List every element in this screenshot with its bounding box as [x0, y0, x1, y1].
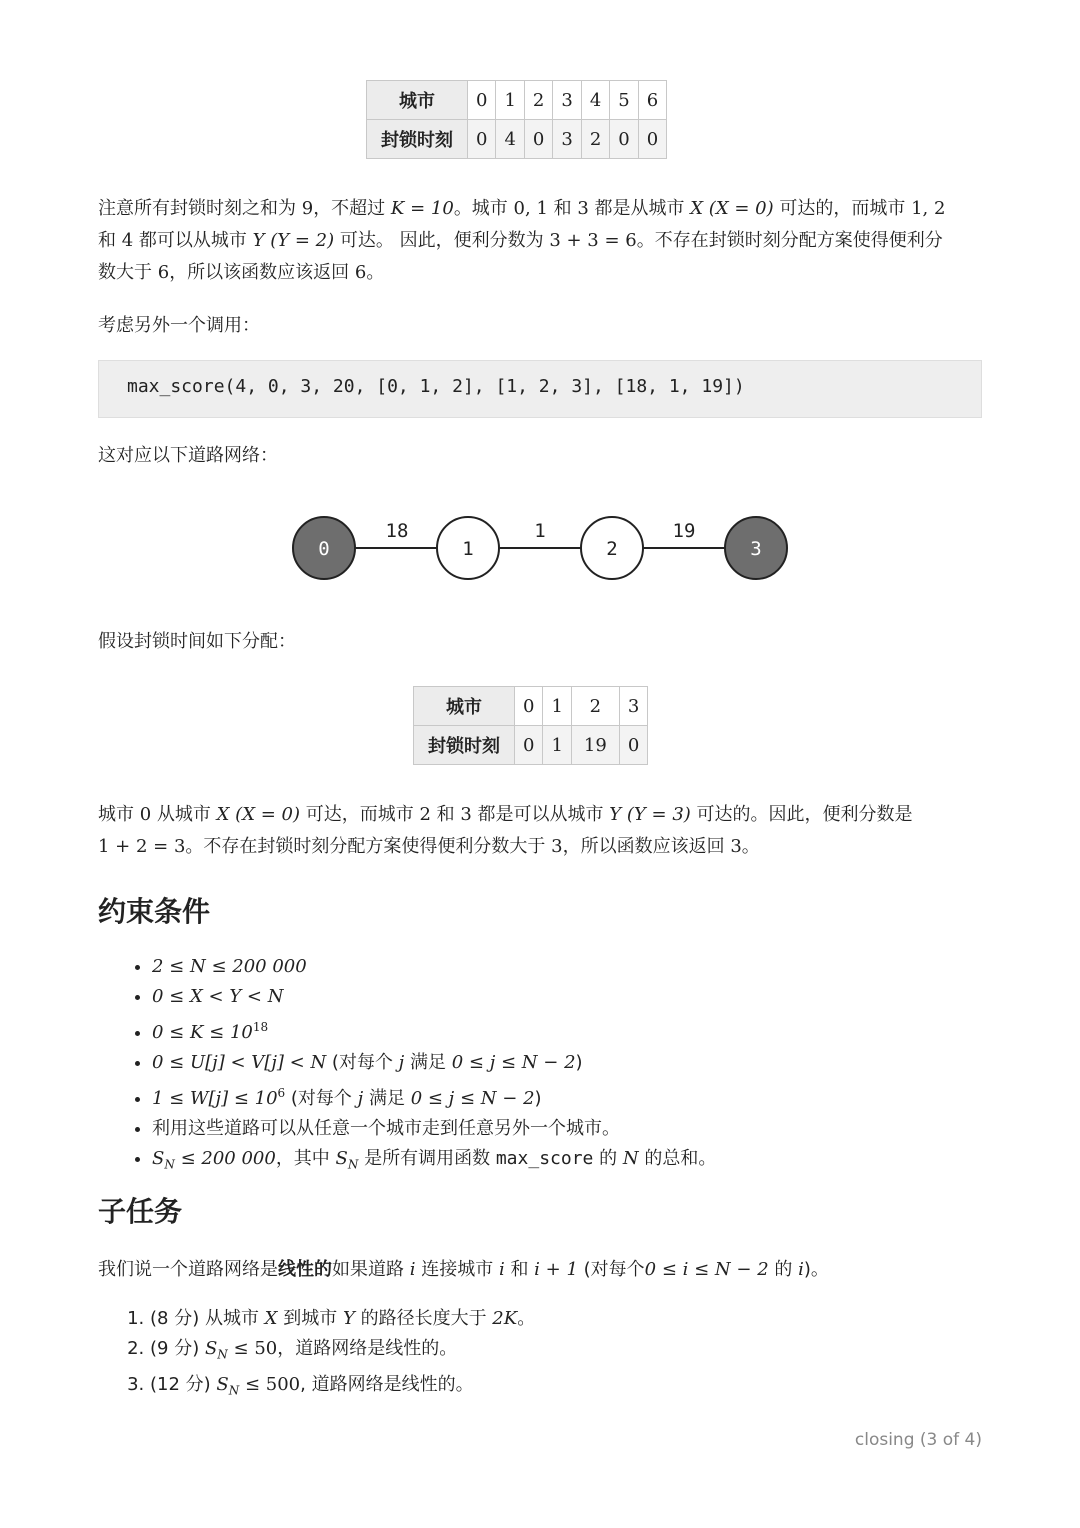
- table-row: [367, 81, 667, 120]
- text: 如果道路: [332, 1259, 410, 1280]
- text: 连接城市: [415, 1259, 499, 1280]
- table-cell: 2: [581, 120, 609, 159]
- math: X: [264, 1308, 278, 1329]
- math: 1 ≤ W[j] ≤ 10: [152, 1088, 278, 1109]
- math: i: [498, 1259, 505, 1280]
- math-exponent: 18: [252, 1020, 269, 1034]
- math: N: [622, 1148, 639, 1169]
- text: (9 分): [150, 1338, 205, 1359]
- math: 0: [139, 804, 152, 825]
- node-label: 3: [750, 538, 762, 560]
- text: (12 分): [150, 1373, 217, 1395]
- text: 和: [430, 804, 461, 825]
- math: X (X = 0): [216, 804, 301, 825]
- list-item: [152, 1114, 716, 1144]
- text: 满足: [404, 1052, 452, 1073]
- text: (8 分) 从城市: [150, 1308, 265, 1329]
- inline-code: max_score: [495, 1148, 594, 1169]
- math: 1 + 2 = 3: [98, 836, 186, 857]
- page-footer: closing (3 of 4): [854, 1430, 982, 1450]
- explanation-paragraph-2: [98, 799, 982, 863]
- code-text: max_score(4, 0, 3, 20, [0, 1, 2], [1, 2, 3], [18, 1, 19]): [127, 376, 745, 397]
- blocking-table-2: [413, 686, 648, 765]
- list-item: [150, 1334, 535, 1370]
- network-intro-text: 这对应以下道路网络：: [98, 445, 278, 466]
- text: 数大于: [98, 262, 158, 283]
- table-row: [367, 120, 667, 159]
- math-subscript: N: [217, 1347, 228, 1362]
- text: (对每个: [577, 1259, 645, 1280]
- text: 都是从城市: [588, 198, 691, 219]
- text: 和: [547, 198, 578, 219]
- text: 的: [593, 1148, 623, 1169]
- math: 0 ≤ j ≤ N − 2: [451, 1052, 576, 1073]
- text: 可达。 因此，便利分数为: [334, 230, 550, 251]
- table-row: [414, 726, 648, 765]
- text: 是所有调用函数: [358, 1148, 496, 1169]
- math: S: [335, 1148, 348, 1169]
- math: 9: [301, 198, 314, 219]
- node-label: 0: [318, 538, 330, 560]
- math: 3: [730, 836, 742, 857]
- list-item: [152, 982, 716, 1012]
- text: 可达的，而城市: [773, 198, 912, 219]
- text: 和: [98, 230, 122, 251]
- table-cell: 4: [496, 120, 524, 159]
- text: ，其中: [275, 1148, 336, 1169]
- table-header-cell: 城市: [367, 81, 468, 120]
- table-cell: 0: [515, 687, 543, 726]
- table-cell: 5: [610, 81, 638, 120]
- math: 0, 1: [513, 198, 548, 219]
- list-item: [152, 952, 716, 982]
- table-cell: 0: [515, 726, 543, 765]
- math: i + 1: [534, 1259, 578, 1280]
- text: 到城市: [277, 1308, 343, 1329]
- node-label: 2: [606, 538, 618, 560]
- text: 的路径长度大于: [354, 1308, 493, 1329]
- constraints-list: [98, 952, 716, 1180]
- table-header-cell: 封锁时刻: [367, 120, 468, 159]
- list-item: [152, 1078, 716, 1114]
- text: , 道路网络是线性的。: [300, 1373, 474, 1395]
- text: 可达的。因此，便利分数是: [690, 804, 913, 825]
- math: Y: [342, 1308, 355, 1329]
- list-item: [152, 1144, 716, 1180]
- math: 0 ≤ j ≤ N − 2: [410, 1088, 535, 1109]
- text: 。: [517, 1308, 536, 1329]
- math: 3: [577, 198, 589, 219]
- text: 和: [504, 1259, 535, 1280]
- edge-weight-label: 19: [672, 520, 696, 542]
- text: 都可以从城市: [133, 230, 253, 251]
- text: ，所以该函数应该返回: [169, 262, 355, 283]
- text: ，不超过: [313, 198, 391, 219]
- table-2-wrapper: [413, 686, 648, 765]
- math: Y (Y = 3): [609, 804, 691, 825]
- text: 。不存在封锁时刻分配方案使得便利分: [636, 230, 943, 251]
- math: S: [204, 1338, 218, 1359]
- math: K = 10: [390, 198, 454, 219]
- math: 0 ≤ i ≤ N − 2: [644, 1259, 769, 1280]
- subtasks-list: [98, 1304, 535, 1405]
- constraints-heading: 约束条件: [98, 895, 211, 928]
- call-intro-text: 考虑另外一个调用：: [98, 315, 260, 336]
- explanation-paragraph-1: [98, 193, 982, 289]
- bold-text: 线性的: [278, 1259, 332, 1280]
- text: ，所以函数应该返回: [562, 836, 731, 857]
- road-network-graph: [288, 505, 798, 595]
- text: ，道路网络是线性的。: [277, 1338, 458, 1359]
- math: j: [357, 1088, 364, 1109]
- text: 可达，而城市: [300, 804, 420, 825]
- table-cell: 1: [543, 687, 571, 726]
- table-cell: 0: [468, 81, 496, 120]
- table-cell: 1: [496, 81, 524, 120]
- list-item: [152, 1048, 716, 1078]
- math: ≤ 500: [239, 1373, 301, 1395]
- table-cell: 3: [553, 120, 581, 159]
- math: ≤ 200 000: [174, 1148, 276, 1169]
- text: 。城市: [453, 198, 514, 219]
- math: 2: [419, 804, 431, 825]
- text: 都是可以从城市: [471, 804, 610, 825]
- math-subscript: N: [228, 1383, 240, 1398]
- text: 注意所有封锁时刻之和为: [98, 198, 302, 219]
- math: 3: [551, 836, 563, 857]
- subtasks-intro: [98, 1254, 982, 1286]
- table-cell: 6: [638, 81, 666, 120]
- table-cell: 0: [619, 726, 647, 765]
- text: (对每个: [285, 1088, 358, 1109]
- assignment-intro-text: 假设封锁时间如下分配：: [98, 631, 296, 652]
- math: X (X = 0): [690, 198, 774, 219]
- edge-weight-label: 1: [534, 520, 546, 542]
- math: 1, 2: [911, 198, 946, 219]
- math: 3: [460, 804, 472, 825]
- text: ): [575, 1052, 583, 1073]
- math: j: [398, 1052, 405, 1073]
- math: 0 ≤ U[j] < V[j] < N: [152, 1052, 327, 1073]
- math: 2 ≤ N ≤ 200 000: [152, 956, 307, 977]
- table-cell: 3: [619, 687, 647, 726]
- text: 利用这些道路可以从任意一个城市走到任意另外一个城市。: [152, 1118, 620, 1139]
- blocking-table-1: [366, 80, 667, 159]
- table-header-cell: 封锁时刻: [414, 726, 515, 765]
- text: 的总和。: [638, 1148, 717, 1169]
- math: i: [409, 1259, 416, 1280]
- math: i: [798, 1259, 804, 1280]
- table-1-wrapper: [366, 80, 667, 159]
- math: 6: [157, 262, 170, 283]
- node-label: 1: [462, 538, 474, 560]
- table-cell: 3: [553, 81, 581, 120]
- text: )。: [803, 1259, 829, 1280]
- table-cell: 0: [468, 120, 496, 159]
- table-cell: 0: [610, 120, 638, 159]
- table-cell: 1: [543, 726, 571, 765]
- table-cell: 2: [524, 81, 552, 120]
- code-block: [98, 360, 982, 418]
- math: 0 ≤ K ≤ 10: [152, 1022, 253, 1043]
- math: S: [152, 1148, 165, 1169]
- text: 。: [366, 262, 385, 283]
- table-cell: 19: [571, 726, 619, 765]
- math: 4: [121, 230, 134, 251]
- table-cell: 0: [638, 120, 666, 159]
- math: ≤ 50: [227, 1338, 278, 1359]
- text: ): [534, 1088, 542, 1109]
- table-cell: 4: [581, 81, 609, 120]
- subtasks-heading: 子任务: [98, 1195, 183, 1228]
- edge-weight-label: 18: [385, 520, 409, 542]
- math: S: [216, 1373, 229, 1395]
- math: 3 + 3 = 6: [549, 230, 637, 251]
- text: 的: [768, 1259, 799, 1280]
- table-cell: 2: [571, 687, 619, 726]
- text: 城市: [98, 804, 140, 825]
- math: 0 ≤ X < Y < N: [152, 986, 284, 1007]
- text: (对每个: [326, 1052, 399, 1073]
- text: 。不存在封锁时刻分配方案使得便利分数大于: [185, 836, 552, 857]
- math-exponent: 6: [277, 1086, 286, 1100]
- math: 2K: [492, 1308, 518, 1329]
- text: 我们说一个道路网络是: [98, 1259, 278, 1280]
- math-subscript: N: [347, 1157, 359, 1172]
- table-row: [414, 687, 648, 726]
- math-subscript: N: [164, 1157, 175, 1172]
- text: 。: [741, 836, 760, 857]
- math: Y (Y = 2): [252, 230, 335, 251]
- table-cell: 0: [524, 120, 552, 159]
- list-item: [150, 1304, 535, 1334]
- table-header-cell: 城市: [414, 687, 515, 726]
- text: 满足: [363, 1088, 411, 1109]
- list-item: [150, 1370, 535, 1406]
- math: 6: [354, 262, 367, 283]
- list-item: [152, 1012, 716, 1048]
- text: 从城市: [151, 804, 217, 825]
